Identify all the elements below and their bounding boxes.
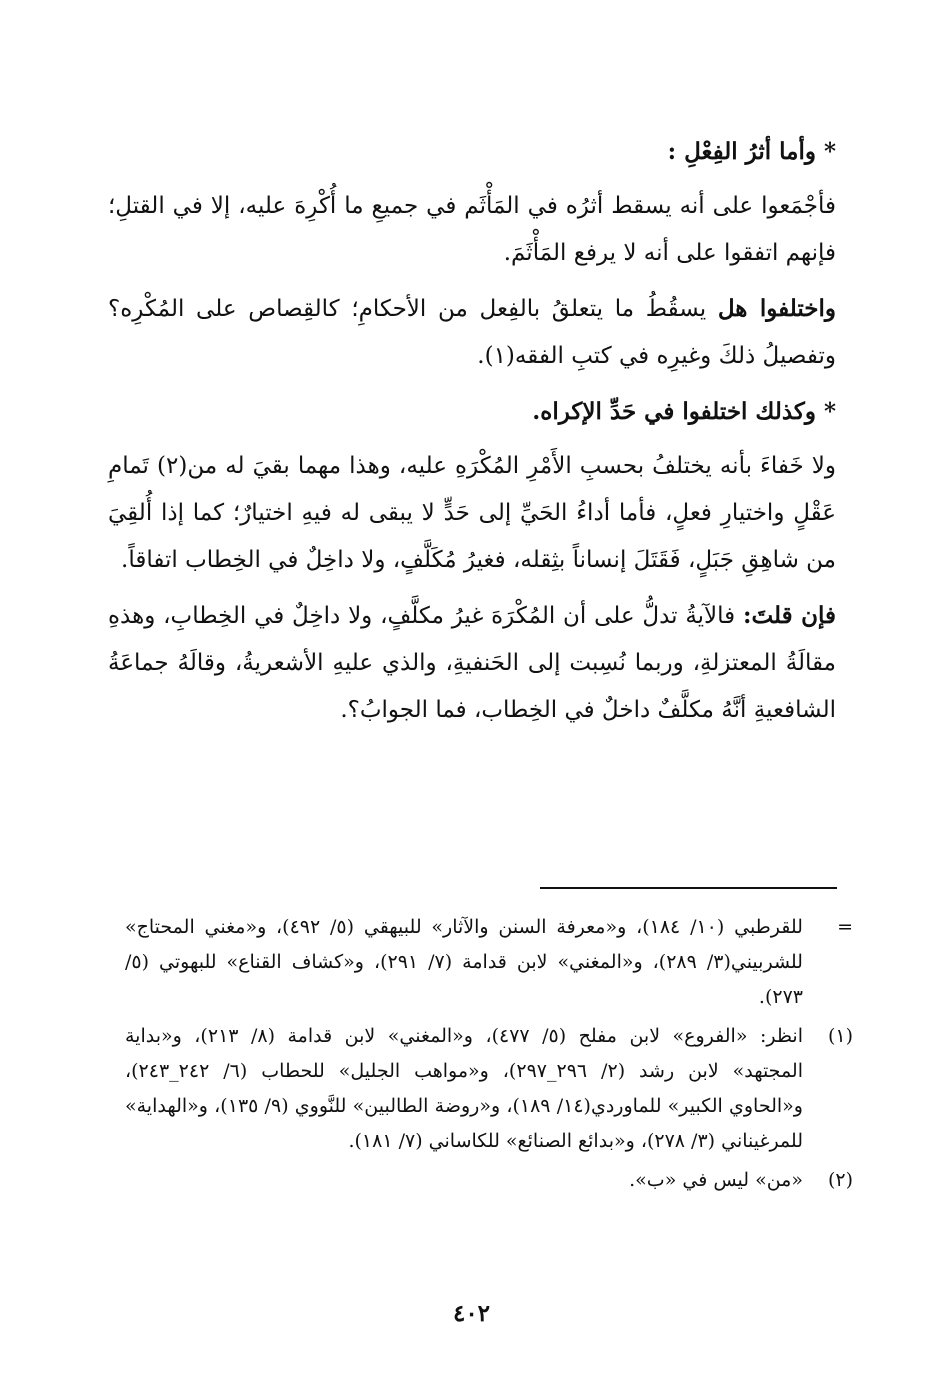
paragraph-definition: ولا خَفاءَ بأنه يختلفُ بحسبِ الأَمْرِ المُكْرَهِ عليه، وهذا مهما بقيَ له من(٢) تَمامِ عَقْلٍ واختيارِ فعلٍ، فأما أداءُ الحَيِّ إلى حَدٍّ لا يبقى له فيهِ اختيارٌ؛ كما إذا أُلقِيَ من شاهِقِ جَبَلٍ، فَقَتَلَ إنساناً بثِقله، فغيرُ مُكَلَّفٍ، ولا داخِلٌ في الخِطاب اتفاقاً. [108,453,836,573]
footnote-continued [125,910,853,1015]
footnote-text: انظر: «الفروع» لابن مفلح (٥/ ٤٧٧)، و«المغني» لابن قدامة (٨/ ٢١٣)، و«بداية المجتهد» لابن رشد (٢/ ٢٩٦_٢٩٧)، و«مواهب الجليل» للحطاب (٦/ ٢٤٢_٢٤٣)، و«الحاوي الكبير» للماوردي(١٤/ ١٨٩)، و«روضة الطالبين» للنَّووي (٩/ ١٣٥)، و«الهداية» للمرغيناني (٣/ ٢٧٨)، و«بدائع الصنائع» للكاساني (٧/ ١٨١). [125,1025,804,1152]
footnote-mark: = [837,916,853,938]
paragraph-disagreement-body: يسقُطُ ما يتعلقُ بالفِعل من الأحكامِ؛ كالقِصاص على المُكْرِه؟ وتفصيلُ ذلكَ وغيرِه في كتبِ الفقه(١). [108,296,836,369]
footnote-text: «من» ليس في «ب». [629,1169,803,1191]
paragraph-objection [108,592,836,734]
footnotes [125,910,853,1202]
paragraph-consensus: فأجْمَعوا على أنه يسقط أثرُه في المَأْثَم في جميعِ ما أُكْرِهَ عليه، إلا في القتلِ؛ فإنهم اتفقوا على أنه لا يرفع المَأْثَمَ. [108,193,836,266]
footnote-divider [540,887,837,889]
paragraph-disagreement [108,285,836,380]
footnote-mark: (٢) [827,1169,853,1191]
footnote-mark: (١) [827,1025,853,1047]
page-number: ٤٠٢ [452,1300,491,1327]
footnote-1 [125,1019,853,1159]
footnote-text: للقرطبي (١٠/ ١٨٤)، و«معرفة السنن والآثار» للبيهقي (٥/ ٤٩٢)، و«مغني المحتاج» للشربيني(٣/ ٢٨٩)، و«المغني» لابن قدامة (٧/ ٢٩١)، و«كشاف القناع» للبهوتي (٥/ ٢٧٣). [125,916,803,1008]
footnote-2 [125,1163,853,1198]
section-heading-definition: * وكذلك اختلفوا في حَدِّ الإكراه. [532,398,836,425]
paragraph-objection-lead: فإن قلتَ: [742,602,837,629]
section-heading-effect-of-act: * وأما أثرُ الفِعْلِ : [667,138,836,165]
paragraph-objection-body: فالآيةُ تدلُّ على أن المُكْرَهَ غيرُ مكلَّفٍ، ولا داخِلٌ في الخِطابِ، وهذهِ مقالَةُ المعتزلةِ، وربما نُسِبت إلى الحَنفيةِ، والذي عليهِ الأشعريةُ، وقالَهُ جماعَةُ الشافعيةِ أنَّهُ مكلَّفٌ داخلٌ في الخِطاب، فما الجوابُ؟. [108,603,836,723]
main-text [108,128,836,742]
paragraph-disagreement-lead: واختلفوا هل [717,295,837,322]
